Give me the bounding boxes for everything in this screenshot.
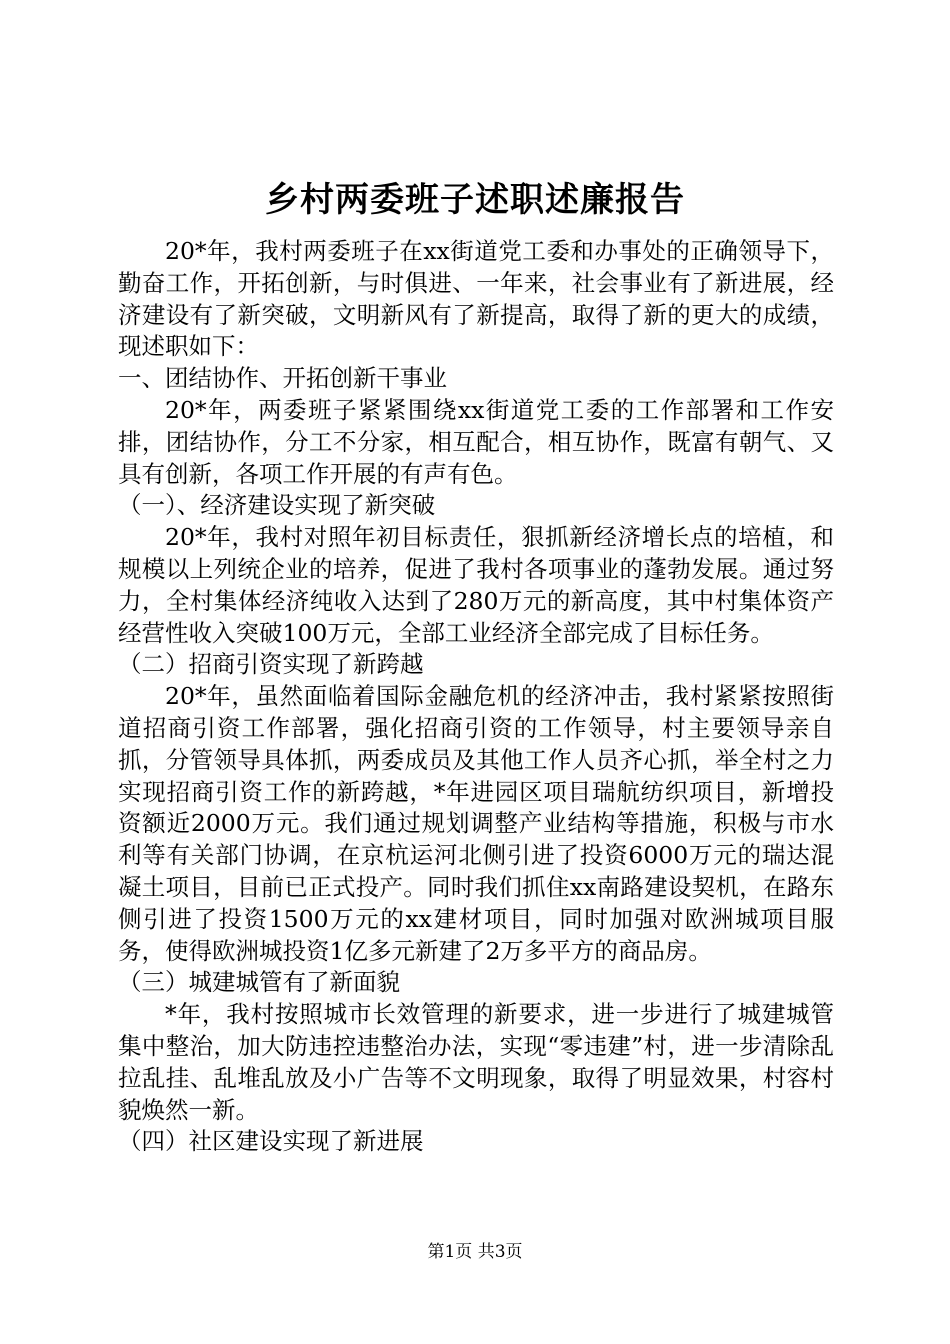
subsection-heading-2: （二）招商引资实现了新跨越	[118, 650, 424, 679]
paragraph-section-1: 20*年，两委班子紧紧围绕xx街道党工委的工作部署和工作安排，团结协作，分工不分家，相互配合，相互协作，既富有朝气、又具有创新，各项工作开展的有声有色。	[118, 395, 834, 488]
document-title: 乡村两委班子述职述廉报告	[265, 180, 685, 220]
document-body	[118, 236, 834, 1158]
paragraph-intro: 20*年，我村两委班子在xx街道党工委和办事处的正确领导下，勤奋工作，开拓创新，与时俱进、一年来，社会事业有了新进展，经济建设有了新突破，文明新风有了新提高，取得了新的更大的成绩，现述职如下：	[118, 237, 834, 361]
page-footer: 第1页 共3页	[427, 1242, 523, 1262]
subsection-heading-4: （四）社区建设实现了新进展	[118, 1127, 424, 1156]
paragraph-economy: 20*年，我村对照年初目标责任，狠抓新经济增长点的培植，和规模以上列统企业的培养，促进了我村各项事业的蓬勃发展。通过努力，全村集体经济纯收入达到了280万元的新高度，其中村集体资产经营性收入突破100万元，全部工业经济全部完成了目标任务。	[118, 523, 834, 647]
subsection-heading-1: （一）、经济建设实现了新突破	[118, 491, 436, 520]
section-heading-1: 一、团结协作、开拓创新干事业	[118, 364, 447, 393]
paragraph-urban-management: *年，我村按照城市长效管理的新要求，进一步进行了城建城管集中整治，加大防违控违整治办法，实现“零违建”村，进一步清除乱拉乱挂、乱堆乱放及小广告等不文明现象，取得了明显效果，村容村貌焕然一新。	[118, 1000, 834, 1124]
subsection-heading-3: （三）城建城管有了新面貌	[118, 968, 400, 997]
paragraph-investment: 20*年，虽然面临着国际金融危机的经济冲击，我村紧紧按照街道招商引资工作部署，强化招商引资的工作领导，村主要领导亲自抓，分管领导具体抓，两委成员及其他工作人员齐心抓，举全村之力实现招商引资工作的新跨越，*年进园区项目瑞航纺织项目，新增投资额近2000万元。我们通过规划调整产业结构等措施，积极与市水利等有关部门协调，在京杭运河北侧引进了投资6000万元的瑞达混凝土项目，目前已正式投产。同时我们抓住xx南路建设契机，在路东侧引进了投资1500万元的xx建材项目，同时加强对欧洲城项目服务，使得欧洲城投资1亿多元新建了2万多平方的商品房。	[118, 682, 834, 965]
